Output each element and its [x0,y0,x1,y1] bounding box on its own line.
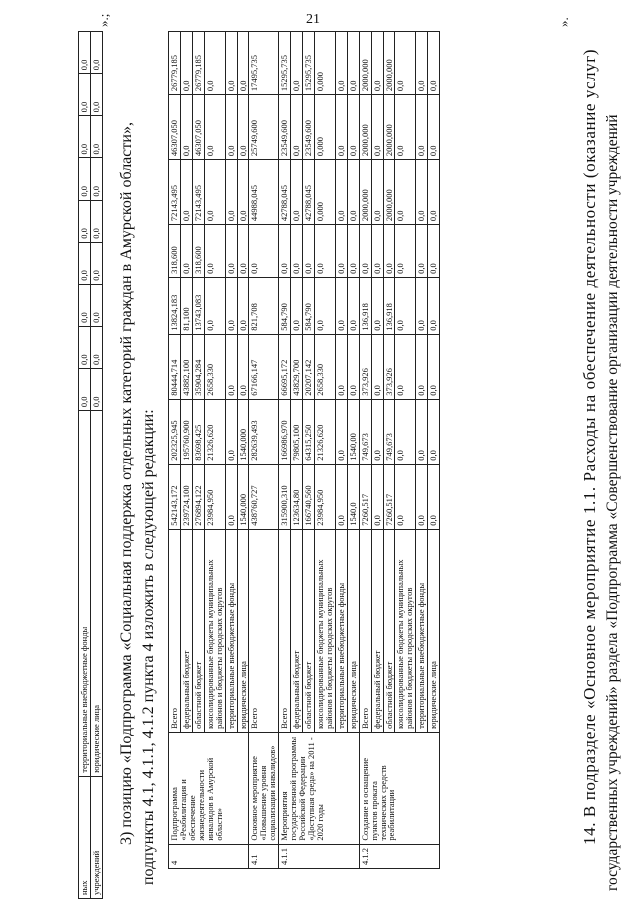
value-cell: 0,0 [249,225,279,278]
value-cell: 584,790 [279,277,291,334]
value-cell: 0,0 [291,225,303,278]
value-cell: 2000,000 [383,95,395,160]
funding-source-cell: консолидированные бюджеты муниципальных районов и бюджеты городских округов [204,529,225,732]
value-cell: 0,0 [416,399,428,464]
value-cell: 373,926 [383,334,395,399]
value-cell: 0,0 [416,160,428,225]
value-cell: 202325,945 [169,399,181,464]
value-cell: 318,600 [169,225,181,278]
value-cell: 0,0 [79,32,91,74]
funding-source-cell: Всего [279,529,291,732]
funding-source-cell: юридические лица [237,529,249,732]
value-cell: 0,0 [428,464,440,529]
value-cell: 584,790 [303,277,315,334]
funding-source-cell: территориальные внебюджетные фонды [335,529,347,732]
value-cell: 821,708 [249,277,279,334]
value-cell: 136,918 [359,277,371,334]
value-cell: 0,0 [79,284,91,326]
value-cell: 0,0 [180,225,192,278]
value-cell: 17495,735 [249,32,279,95]
value-cell: 749,673 [383,399,395,464]
value-cell: 21326,620 [204,399,225,464]
value-cell: 0,0 [416,95,428,160]
value-cell: 0,0 [371,277,383,334]
value-cell: 15295,735 [303,32,315,95]
value-cell: 43829,700 [291,334,303,399]
value-cell: 1540,000 [237,464,249,529]
value-cell: 0,0 [428,399,440,464]
value-cell: 0,0 [335,225,347,278]
value-cell: 44988,045 [249,160,279,225]
value-cell: 0,0 [395,334,416,399]
value-cell: 0,0 [204,225,225,278]
value-cell: 0,0 [279,225,291,278]
value-cell: 0,0 [79,116,91,158]
value-cell: 21326,620 [314,399,335,464]
source-cell: юридические лица [90,411,102,777]
value-cell: 0,000 [314,160,335,225]
value-cell: 0,0 [237,95,249,160]
value-cell: 0,0 [225,95,237,160]
source-cell: территориальные внебюджетные фонды [79,411,91,777]
value-cell: 373,926 [359,334,371,399]
item-name-cell: Мероприятия государственной программы Российской Федерации «Доступная среда» на 2011 - 2020 годы [279,732,359,844]
row-label-cell: учреждений [90,776,102,898]
table-row [90,32,102,899]
value-cell: 276894,122 [192,464,204,529]
value-cell: 0,0 [225,160,237,225]
value-cell: 0,0 [314,225,335,278]
value-cell: 136,918 [383,277,395,334]
item-number-cell: 4 [169,844,249,868]
value-cell: 0,0 [204,95,225,160]
funding-source-cell: юридические лица [428,529,440,732]
value-cell: 0,0 [428,225,440,278]
value-cell: 66695,172 [279,334,291,399]
value-cell: 123634,80 [291,464,303,529]
value-cell: 166986,970 [279,399,291,464]
value-cell: 2000,000 [359,160,371,225]
value-cell: 0,0 [79,242,91,284]
value-cell: 0,0 [180,95,192,160]
value-cell: 0,0 [79,200,91,242]
value-cell: 1540,00 [347,399,359,464]
value-cell: 0,0 [359,225,371,278]
value-cell: 0,0 [225,32,237,95]
value-cell: 0,0 [291,160,303,225]
value-cell: 7260,517 [359,464,371,529]
value-cell: 0,0 [428,95,440,160]
value-cell: 83698,425 [192,399,204,464]
item-name-cell: Подпрограмма «Реабилитация и обеспечение жизнедеятельности инвалидов в Амурской области» [169,732,249,844]
value-cell: 0,0 [428,277,440,334]
value-cell: 0,0 [291,32,303,95]
value-cell: 0,0 [371,225,383,278]
value-cell: 0,0 [395,277,416,334]
value-cell: 0,0 [347,95,359,160]
value-cell: 0,0 [347,32,359,95]
main-end-quote: ». [556,17,571,27]
value-cell: 26779,185 [192,32,204,95]
value-cell: 0,0 [428,160,440,225]
value-cell: 1540,0 [347,464,359,529]
value-cell: 0,0 [347,225,359,278]
value-cell: 0,0 [335,95,347,160]
value-cell: 0,0 [225,277,237,334]
value-cell: 2000,000 [359,95,371,160]
value-cell: 195760,900 [180,399,192,464]
value-cell: 0,0 [90,242,102,284]
value-cell: 542143,172 [169,464,181,529]
value-cell: 23549,600 [279,95,291,160]
value-cell: 0,0 [371,399,383,464]
item-number-cell: 4.1.2 [359,844,439,868]
value-cell: 0,0 [371,32,383,95]
value-cell: 0,0 [395,399,416,464]
value-cell: 46307,050 [192,95,204,160]
item-name-cell: Создание и оснащение пунктов проката технических средств реабилитации [359,732,439,844]
value-cell: 0,0 [335,464,347,529]
value-cell: 67166,147 [249,334,279,399]
funding-source-cell: Всего [249,529,279,732]
funding-source-cell: областной бюджет [383,529,395,732]
main-table [168,31,440,869]
value-cell: 0,0 [225,225,237,278]
value-cell: 0,0 [395,464,416,529]
value-cell: 0,0 [90,74,102,116]
value-cell: 0,0 [395,225,416,278]
value-cell: 79805,100 [291,399,303,464]
value-cell: 2000,000 [383,32,395,95]
value-cell: 166740,560 [303,464,315,529]
value-cell: 23984,950 [204,464,225,529]
value-cell: 0,0 [291,95,303,160]
value-cell: 0,0 [395,32,416,95]
value-cell: 2658,330 [204,334,225,399]
funding-source-cell: Всего [359,529,371,732]
value-cell: 0,0 [90,116,102,158]
value-cell: 0,0 [237,277,249,334]
funding-source-cell: юридические лица [347,529,359,732]
value-cell: 23549,600 [303,95,315,160]
funding-source-cell: территориальные внебюджетные фонды [416,529,428,732]
value-cell: 0,0 [90,326,102,368]
value-cell: 0,0 [90,200,102,242]
value-cell: 0,0 [90,284,102,326]
value-cell: 0,0 [79,74,91,116]
funding-source-cell: федеральный бюджет [180,529,192,732]
value-cell: 0,0 [180,32,192,95]
funding-source-cell: федеральный бюджет [371,529,383,732]
value-cell: 0,0 [225,399,237,464]
item-name-cell: Основное мероприятие «Повышение уровня социализации инвалидов» [249,732,279,844]
value-cell: 43882,100 [180,334,192,399]
value-cell: 0,0 [335,334,347,399]
top-table [78,31,103,899]
value-cell: 0,0 [416,225,428,278]
value-cell: 0,0 [371,464,383,529]
value-cell: 0,0 [416,32,428,95]
table-row [249,32,279,869]
value-cell: 0,0 [347,334,359,399]
para3-line2: подпункты 4.1, 4.1.1, 4.1.2 пункта 4 изложить в следующей редакции: [140,409,157,885]
value-cell: 0,0 [371,160,383,225]
value-cell: 0,0 [237,334,249,399]
value-cell: 0,0 [303,225,315,278]
page-number: 21 [306,12,320,27]
value-cell: 0,0 [237,32,249,95]
value-cell: 0,0 [428,334,440,399]
value-cell: 0,0 [428,32,440,95]
value-cell: 72143,495 [169,160,181,225]
funding-source-cell: консолидированные бюджеты муниципальных районов и бюджеты городских округов [314,529,335,732]
value-cell: 0,0 [90,369,102,411]
value-cell: 0,0 [314,277,335,334]
value-cell: 0,000 [314,95,335,160]
funding-source-cell: консолидированные бюджеты муниципальных районов и бюджеты городских округов [395,529,416,732]
value-cell: 80444,714 [169,334,181,399]
value-cell: 0,0 [225,334,237,399]
value-cell: 0,0 [335,32,347,95]
value-cell: 749,673 [359,399,371,464]
value-cell: 0,0 [204,160,225,225]
table-row [79,32,91,899]
funding-source-cell: Всего [169,529,181,732]
item-number-cell: 4.1.1 [279,844,359,868]
value-cell: 72143,495 [192,160,204,225]
para14-line1: 14. В подразделе «Основное мероприятие 1.1. Расходы на обеспечение деятельности (оказание услуг) [580,48,599,845]
value-cell: 282639,493 [249,399,279,464]
value-cell: 0,0 [383,225,395,278]
value-cell: 42788,045 [279,160,291,225]
value-cell: 2000,000 [359,32,371,95]
value-cell: 2000,000 [383,160,395,225]
value-cell: 42788,045 [303,160,315,225]
table-row [279,32,291,869]
value-cell: 0,0 [416,334,428,399]
value-cell: 0,0 [371,95,383,160]
value-cell: 35904,284 [192,334,204,399]
para3-line1: 3) позицию «Подпрограмма «Социальная поддержка отдельных категорий граждан в Амурской области», [118,122,135,845]
funding-source-cell: федеральный бюджет [291,529,303,732]
table-row [359,32,371,869]
value-cell: 0,0 [204,32,225,95]
value-cell: 64315,250 [303,399,315,464]
value-cell: 2658,330 [314,334,335,399]
value-cell: 0,0 [335,277,347,334]
value-cell: 0,0 [371,334,383,399]
value-cell: 0,0 [416,277,428,334]
value-cell: 1540,000 [237,399,249,464]
value-cell: 0,0 [225,464,237,529]
value-cell: 7260,517 [383,464,395,529]
value-cell: 0,0 [335,160,347,225]
row-label-cell: ных [79,776,91,898]
value-cell: 20207,142 [303,334,315,399]
value-cell: 23984,950 [314,464,335,529]
value-cell: 0,0 [204,277,225,334]
value-cell: 438760,727 [249,464,279,529]
value-cell: 0,0 [347,277,359,334]
value-cell: 0,0 [395,95,416,160]
value-cell: 318,600 [192,225,204,278]
value-cell: 46307,050 [169,95,181,160]
value-cell: 0,0 [90,158,102,200]
value-cell: 15295,735 [279,32,291,95]
top-end-quote: ».; [96,13,111,27]
value-cell: 0,0 [416,464,428,529]
value-cell: 0,0 [395,160,416,225]
funding-source-cell: областной бюджет [303,529,315,732]
value-cell: 0,0 [79,158,91,200]
value-cell: 13743,083 [192,277,204,334]
value-cell: 0,0 [180,160,192,225]
value-cell: 0,0 [90,32,102,74]
value-cell: 0,0 [79,326,91,368]
value-cell: 0,0 [79,369,91,411]
value-cell: 0,0 [347,160,359,225]
value-cell: 0,0 [237,225,249,278]
funding-source-cell: областной бюджет [192,529,204,732]
value-cell: 239724,100 [180,464,192,529]
para14-line2: государственных учреждений» раздела «Подпрограмма «Совершенствование организации деятельности учреждений [604,114,621,891]
value-cell: 25749,600 [249,95,279,160]
table-row [169,32,181,869]
item-number-cell: 4.1 [249,844,279,868]
value-cell: 13824,183 [169,277,181,334]
funding-source-cell: территориальные внебюджетные фонды [225,529,237,732]
value-cell: 315900,310 [279,464,291,529]
value-cell: 0,000 [314,32,335,95]
value-cell: 0,0 [237,160,249,225]
value-cell: 0,0 [335,399,347,464]
value-cell: 81,100 [180,277,192,334]
value-cell: 26779,185 [169,32,181,95]
value-cell: 0,0 [291,277,303,334]
